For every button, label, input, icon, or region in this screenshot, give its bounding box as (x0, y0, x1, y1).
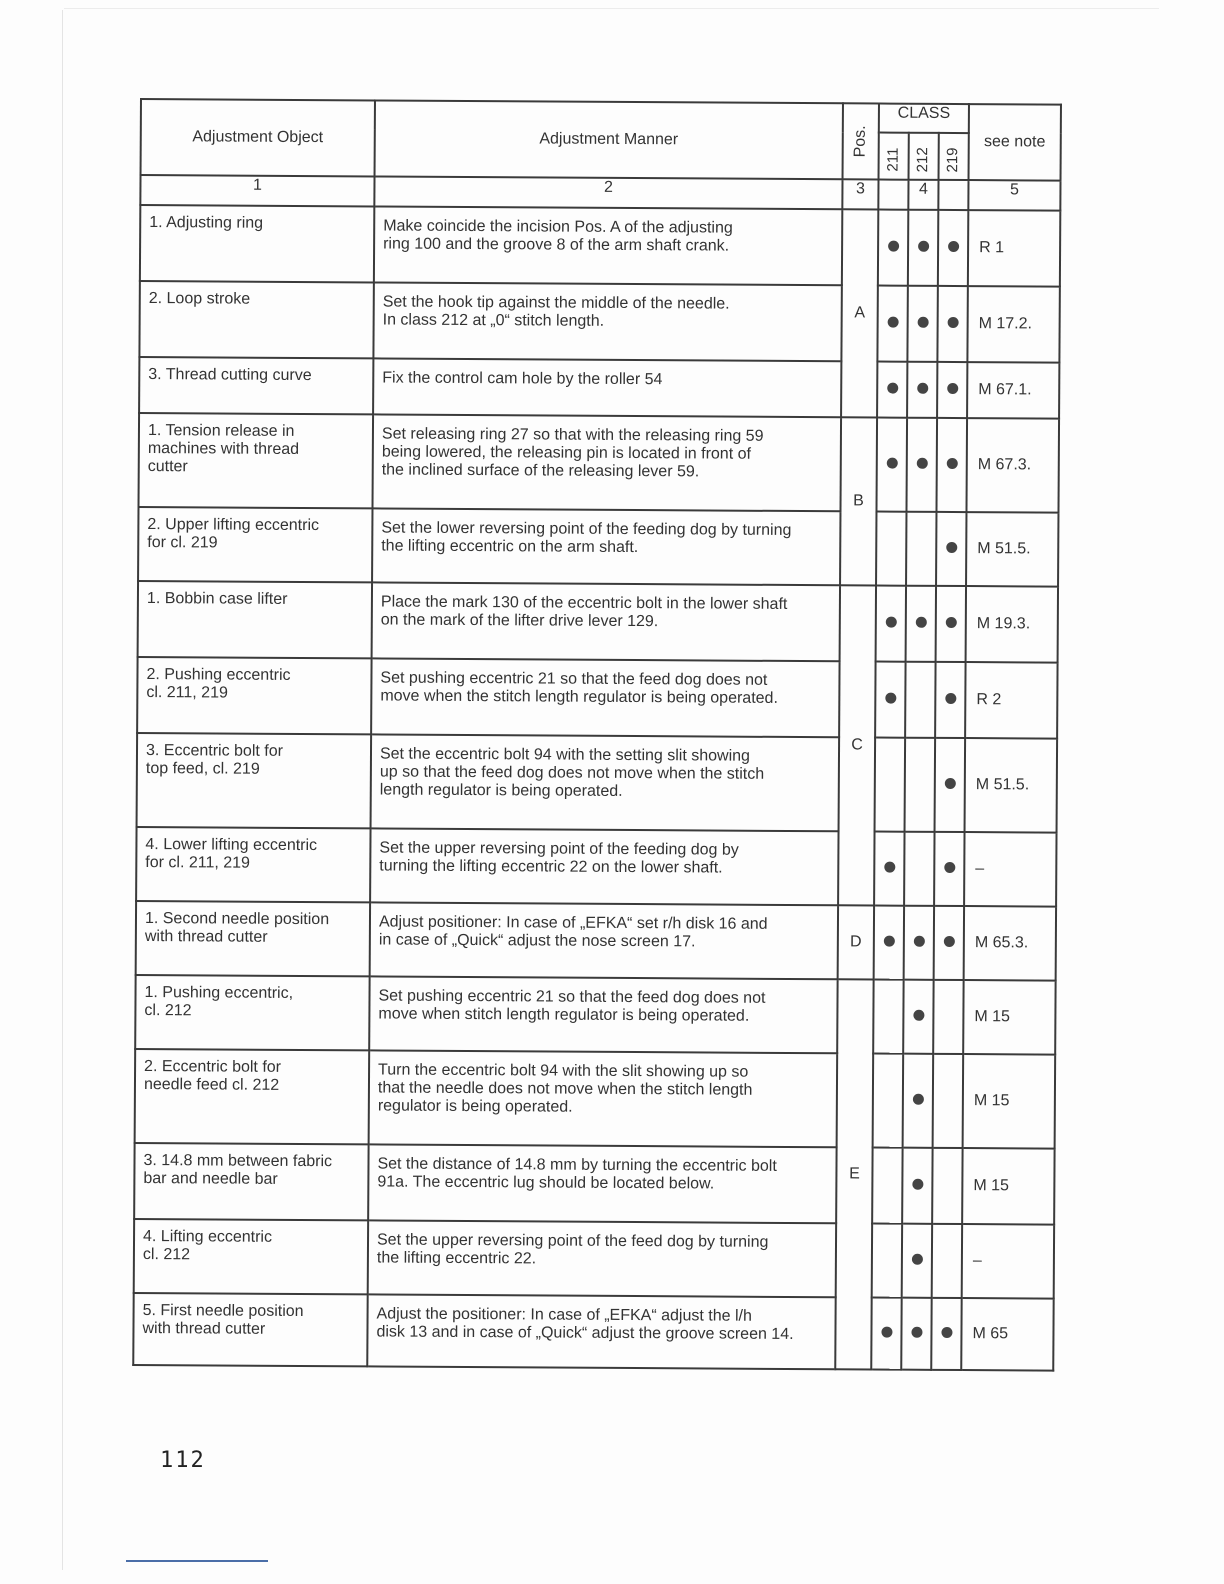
class-212-cell (906, 418, 937, 512)
adjustment-manner-cell: Set pushing eccentric 21 so that the feed dog does not move when stitch length regulator is being operated. (369, 976, 837, 1053)
class-211-cell (878, 210, 908, 286)
adjustment-manner-cell: Set pushing eccentric 21 so that the feed dog does not move when the stitch length regulator is being operated. (371, 658, 839, 737)
header-pos (843, 103, 879, 179)
pos-cell: A (841, 209, 878, 417)
class-211-cell (875, 738, 906, 832)
class-219-cell (932, 1148, 962, 1224)
class-211-cell (876, 512, 906, 586)
scan-edge-line (62, 10, 63, 1570)
see-note-cell: M 15 (962, 1148, 1054, 1225)
adjustment-manner-cell: Set the hook tip against the middle of the needle. In class 212 at „0“ stitch length. (373, 282, 841, 361)
class-219-cell (934, 906, 964, 980)
applies-dot-icon (913, 936, 924, 947)
table-row (137, 733, 1058, 833)
class-212-cell (905, 662, 935, 738)
applies-dot-icon (912, 1179, 923, 1190)
class-212-cell (908, 210, 938, 286)
header-class-219-label: 219 (944, 147, 962, 173)
column-number-5: 5 (968, 180, 1060, 211)
applies-dot-icon (947, 383, 958, 394)
see-note-cell: M 67.3. (966, 418, 1059, 513)
applies-dot-icon (913, 1010, 924, 1021)
class-211-cell (873, 979, 903, 1053)
class-211-cell (876, 418, 907, 512)
header-class-211 (879, 132, 909, 179)
column-number-3: 3 (842, 179, 878, 209)
adjustment-manner-cell: Set the upper reversing point of the feed dog by turning the lifting eccentric 22. (368, 1220, 836, 1297)
column-number-2: 2 (374, 176, 842, 209)
adjustment-manner-cell: Set the distance of 14.8 mm by turning the eccentric bolt 91a. The eccentric lug should be located below. (368, 1144, 836, 1223)
applies-dot-icon (946, 542, 957, 553)
column-number-blank (878, 180, 908, 210)
scan-top-line (64, 8, 1159, 9)
table-row (133, 1293, 1053, 1371)
class-219-cell (933, 980, 963, 1054)
class-212-cell (902, 1224, 932, 1298)
adjustment-manner-cell: Set the upper reversing point of the feeding dog by turning the lifting eccentric 22 on the lower shaft. (370, 828, 838, 905)
see-note-cell: – (964, 832, 1056, 907)
table-body (133, 205, 1060, 1371)
table-row (139, 281, 1059, 363)
see-note-cell: M 15 (963, 980, 1055, 1055)
pos-cell: E (835, 979, 873, 1369)
class-219-cell (935, 662, 965, 738)
adjustment-object-cell: 1. Second needle position with thread cutter (136, 901, 370, 976)
class-219-cell (933, 1054, 964, 1148)
class-219-cell (937, 286, 967, 362)
adjustment-object-cell: 1. Pushing eccentric, cl. 212 (135, 975, 369, 1050)
applies-dot-icon (887, 317, 898, 328)
class-211-cell (877, 362, 907, 418)
adjustment-manner-cell: Adjust the positioner: In case of „EFKA“ adjust the l/h disk 13 and in case of „Quick“ adjust the groove screen 14. (367, 1294, 835, 1369)
class-211-cell (872, 1147, 902, 1223)
see-note-cell: M 65 (961, 1298, 1053, 1371)
table-row (135, 1049, 1056, 1149)
see-note-cell: R 1 (968, 210, 1060, 287)
class-219-cell (935, 738, 966, 832)
adjustment-object-cell: 1. Bobbin case lifter (138, 581, 372, 658)
class-212-cell (907, 362, 937, 418)
applies-dot-icon (888, 241, 899, 252)
pos-cell: B (840, 417, 877, 585)
applies-dot-icon (885, 693, 896, 704)
adjustment-object-cell: 2. Loop stroke (139, 281, 373, 358)
see-note-cell: M 15 (963, 1054, 1056, 1149)
header-adjustment-object: Adjustment Object (141, 99, 375, 176)
class-219-cell (936, 418, 967, 512)
class-211-cell (874, 905, 904, 979)
applies-dot-icon (946, 458, 957, 469)
header-pos-label: Pos. (851, 125, 869, 158)
see-note-cell: M 17.2. (967, 286, 1059, 363)
adjustment-manner-cell: Adjust positioner: In case of „EFKA“ set r/h disk 16 and in case of „Quick“ adjust the nose screen 17. (370, 902, 838, 979)
adjustment-object-cell: 3. Eccentric bolt for top feed, cl. 219 (137, 733, 372, 828)
adjustment-manner-cell: Turn the eccentric bolt 94 with the slit showing up so that the needle does not move when the stitch length regulator is being operated. (369, 1050, 838, 1147)
header-class: CLASS (879, 104, 969, 133)
class-212-cell (903, 1054, 934, 1148)
class-212-cell (905, 738, 936, 832)
class-219-cell (931, 1298, 961, 1370)
column-number-1: 1 (140, 175, 374, 206)
class-212-cell (906, 586, 936, 662)
table-row (134, 1143, 1054, 1225)
see-note-cell: R 2 (965, 662, 1057, 739)
class-212-cell (904, 832, 934, 906)
class-219-cell (936, 512, 966, 586)
applies-dot-icon (947, 317, 958, 328)
table-row (140, 205, 1060, 287)
adjustment-manner-cell: Make coincide the incision Pos. A of the adjusting ring 100 and the groove 8 of the arm shaft crank. (374, 206, 842, 285)
class-219-cell (936, 586, 966, 662)
table-row (137, 657, 1057, 739)
page-number: 112 (160, 1448, 206, 1473)
class-219-cell (932, 1224, 962, 1298)
applies-dot-icon (917, 383, 928, 394)
class-219-cell (938, 210, 968, 286)
applies-dot-icon (945, 617, 956, 628)
adjustment-manner-cell: Place the mark 130 of the eccentric bolt in the lower shaft on the mark of the lifter drive lever 129. (372, 582, 840, 661)
see-note-cell: M 65.3. (964, 906, 1056, 981)
class-212-cell (907, 286, 937, 362)
see-note-cell: M 51.5. (966, 512, 1058, 587)
header-adjustment-manner: Adjustment Manner (375, 100, 843, 179)
adjustment-object-cell: 2. Upper lifting eccentric for cl. 219 (138, 507, 372, 582)
applies-dot-icon (941, 1327, 952, 1338)
applies-dot-icon (885, 617, 896, 628)
header-class-219 (939, 133, 969, 180)
table-row (136, 901, 1056, 981)
applies-dot-icon (912, 1094, 923, 1105)
class-211-cell (874, 832, 904, 906)
adjustment-table (132, 98, 1062, 1372)
class-211-cell (873, 1053, 904, 1147)
table-row (134, 1219, 1054, 1299)
class-212-cell (904, 906, 934, 980)
applies-dot-icon (948, 241, 959, 252)
see-note-cell: M 19.3. (966, 586, 1058, 663)
adjustment-object-cell: 1. Adjusting ring (140, 205, 374, 282)
class-219-cell (934, 832, 964, 906)
class-211-cell (871, 1297, 901, 1369)
adjustment-manner-cell: Set the lower reversing point of the feeding dog by turning the lifting eccentric on the arm shaft. (372, 508, 840, 585)
class-211-cell (877, 286, 907, 362)
applies-dot-icon (911, 1327, 922, 1338)
adjustment-object-cell: 5. First needle position with thread cutter (133, 1293, 367, 1366)
adjustment-object-cell: 4. Lifting eccentric cl. 212 (134, 1219, 368, 1294)
applies-dot-icon (917, 317, 928, 328)
see-note-cell: M 67.1. (967, 362, 1059, 419)
table-row (139, 357, 1059, 419)
applies-dot-icon (883, 936, 894, 947)
applies-dot-icon (881, 1327, 892, 1338)
adjustment-object-cell: 2. Eccentric bolt for needle feed cl. 212 (135, 1049, 370, 1144)
applies-dot-icon (944, 778, 955, 789)
applies-dot-icon (944, 862, 955, 873)
class-212-cell (906, 512, 936, 586)
class-212-cell (901, 1298, 931, 1370)
column-number-blank (938, 180, 968, 210)
applies-dot-icon (911, 1254, 922, 1265)
adjustment-object-cell: 3. 14.8 mm between fabric bar and needle bar (134, 1143, 368, 1220)
table-row (139, 413, 1060, 513)
adjustment-manner-cell: Set releasing ring 27 so that with the releasing ring 59 being lowered, the releasing pin is located in front of the inclined surface of the releasing lever 59. (372, 414, 841, 511)
adjustment-object-cell: 2. Pushing eccentric cl. 211, 219 (137, 657, 371, 734)
adjustment-object-cell: 3. Thread cutting curve (139, 357, 373, 414)
table-row (135, 975, 1055, 1055)
header-class-212 (909, 132, 939, 179)
class-211-cell (872, 1223, 902, 1297)
applies-dot-icon (886, 458, 897, 469)
header-see-note: see note (969, 104, 1061, 181)
table-row (138, 581, 1058, 663)
applies-dot-icon (918, 241, 929, 252)
class-219-cell (937, 362, 967, 418)
table-row (136, 827, 1056, 907)
header-class-211-label: 211 (884, 147, 902, 172)
column-number-4: 4 (908, 180, 938, 210)
applies-dot-icon (915, 617, 926, 628)
class-211-cell (876, 586, 906, 662)
adjustment-object-cell: 4. Lower lifting eccentric for cl. 211, 219 (136, 827, 370, 902)
adjustment-object-cell: 1. Tension release in machines with thread cutter (139, 413, 374, 508)
pos-cell: C (838, 585, 876, 905)
pos-cell: D (838, 905, 874, 979)
see-note-cell: – (962, 1224, 1054, 1299)
applies-dot-icon (943, 936, 954, 947)
class-212-cell (902, 1148, 932, 1224)
applies-dot-icon (945, 693, 956, 704)
table-row (138, 507, 1058, 587)
applies-dot-icon (916, 458, 927, 469)
adjustment-manner-cell: Fix the control cam hole by the roller 54 (373, 358, 841, 417)
header-class-212-label: 212 (914, 147, 932, 173)
see-note-cell: M 51.5. (965, 738, 1058, 833)
applies-dot-icon (887, 383, 898, 394)
applies-dot-icon (884, 862, 895, 873)
class-211-cell (875, 662, 905, 738)
adjustment-manner-cell: Set the eccentric bolt 94 with the setting slit showing up so that the feed dog does not move when the stitch length regulator is being operated. (371, 734, 840, 831)
footer-line (126, 1560, 268, 1562)
class-212-cell (903, 980, 933, 1054)
